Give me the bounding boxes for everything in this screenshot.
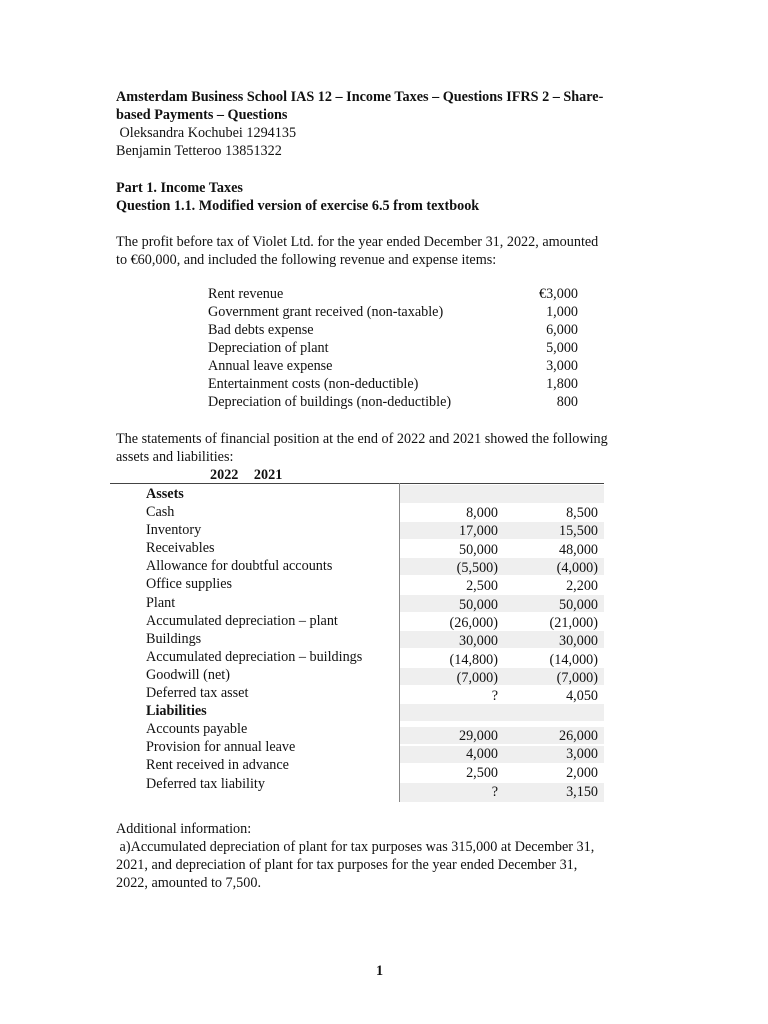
cell-2021: 2,200 — [566, 578, 598, 594]
cell-2021: (4,000) — [556, 560, 598, 576]
item-label: Government grant received (non-taxable) — [208, 304, 444, 320]
liabilities-heading: Liabilities — [146, 703, 207, 720]
cell-2021: 2,000 — [566, 765, 598, 781]
table-row-label: Accounts payable — [146, 721, 248, 738]
positions-line-2: assets and liabilities: — [116, 449, 234, 465]
section-heading — [116, 179, 676, 215]
cell-2021: (14,000) — [549, 652, 598, 668]
item-label: Depreciation of buildings (non-deductible) — [208, 394, 452, 410]
table-row-label: Deferred tax liability — [146, 775, 265, 792]
list-item — [208, 375, 578, 393]
item-label: Bad debts expense — [208, 322, 314, 338]
document-header — [116, 88, 656, 160]
cell-2022: 30,000 — [458, 633, 498, 649]
item-value: 5,000 — [546, 340, 578, 356]
table-row-label: Accumulated depreciation – plant — [146, 612, 338, 629]
list-item — [208, 339, 578, 357]
table-row-label: Receivables — [146, 540, 215, 557]
cell-2021: (21,000) — [549, 615, 598, 631]
table-row-label: Cash — [146, 504, 175, 521]
table-row-label: Rent received in advance — [146, 757, 289, 774]
item-label: Entertainment costs (non-deductible) — [208, 376, 419, 392]
cell-2021: 48,000 — [558, 542, 598, 558]
item-value: 1,000 — [546, 304, 578, 320]
item-value: 800 — [556, 394, 578, 410]
table-row-label: Buildings — [146, 630, 202, 647]
author-1: Oleksandra Kochubei 1294135 — [116, 125, 297, 141]
additional-heading: Additional information: — [116, 821, 252, 837]
table-band — [400, 704, 604, 721]
table-row-label: Allowance for doubtful accounts — [146, 558, 333, 575]
table-labels — [146, 485, 362, 793]
cell-2021: 3,000 — [566, 746, 598, 762]
item-value: 1,800 — [546, 376, 578, 392]
cell-2021: 30,000 — [558, 633, 598, 649]
cell-2022: ? — [491, 784, 498, 800]
cell-2021: 15,500 — [558, 523, 598, 539]
cell-2022: 4,000 — [466, 746, 498, 762]
page-number: 1 — [376, 963, 384, 979]
table-row-label: Inventory — [146, 522, 202, 539]
cell-2021: 8,500 — [566, 505, 598, 521]
author-2: Benjamin Tetteroo 13851322 — [116, 143, 282, 159]
table-row-label: Deferred tax asset — [146, 685, 249, 702]
cell-2022: 2,500 — [466, 578, 498, 594]
header-title-line2: based Payments – Questions — [116, 107, 288, 123]
positions-line-1: The statements of financial position at the end of 2022 and 2021 showed the following — [116, 431, 608, 447]
table-row-label: Accumulated depreciation – buildings — [146, 648, 363, 665]
revenue-expense-list — [208, 285, 578, 411]
cell-2022: ? — [491, 688, 498, 704]
year-2021-label: 2021 — [253, 467, 283, 483]
cell-2022: (7,000) — [456, 670, 498, 686]
additional-line-3: 2022, amounted to 7,500. — [116, 875, 262, 891]
table-top-rule — [110, 483, 604, 484]
positions-paragraph — [116, 430, 661, 466]
additional-information — [116, 820, 676, 892]
list-item — [208, 357, 578, 375]
intro-line-1: The profit before tax of Violet Ltd. for the year ended December 31, 2022, amounted — [116, 234, 599, 250]
cell-2021: (7,000) — [556, 670, 598, 686]
cell-2021: 50,000 — [558, 597, 598, 613]
cell-2021: 26,000 — [558, 728, 598, 744]
list-item — [208, 285, 578, 303]
cell-2022: 8,000 — [466, 505, 498, 521]
table-row-label: Office supplies — [146, 576, 233, 593]
cell-2022: (14,800) — [449, 652, 498, 668]
balance-sheet-table — [110, 483, 604, 803]
cell-2022: (26,000) — [449, 615, 498, 631]
table-column-rule — [399, 483, 400, 802]
item-label: Depreciation of plant — [208, 340, 329, 356]
item-value: 3,000 — [546, 358, 578, 374]
cell-2022: 50,000 — [458, 597, 498, 613]
table-row-label: Goodwill (net) — [146, 666, 230, 683]
additional-line-2: 2021, and depreciation of plant for tax purposes for the year ended December 31, — [116, 857, 578, 873]
list-item — [208, 393, 578, 411]
item-label: Rent revenue — [208, 286, 284, 302]
year-headers — [210, 466, 294, 484]
item-value: €3,000 — [538, 286, 578, 302]
part-title: Part 1. Income Taxes — [116, 180, 243, 196]
cell-2022: 50,000 — [458, 542, 498, 558]
table-row-label: Plant — [146, 594, 176, 611]
table-row-label: Provision for annual leave — [146, 739, 296, 756]
cell-2021: 3,150 — [566, 784, 598, 800]
intro-line-2: to €60,000, and included the following revenue and expense items: — [116, 252, 497, 268]
list-item — [208, 321, 578, 339]
cell-2022: 17,000 — [458, 523, 498, 539]
question-title: Question 1.1. Modified version of exercise 6.5 from textbook — [116, 198, 480, 214]
cell-2021: 4,050 — [566, 688, 598, 704]
intro-paragraph — [116, 233, 661, 269]
list-item — [208, 303, 578, 321]
assets-heading: Assets — [146, 486, 184, 502]
year-2022-label: 2022 — [210, 467, 239, 483]
cell-2022: (5,500) — [456, 560, 498, 576]
table-band — [400, 485, 604, 503]
additional-line-1: a)Accumulated depreciation of plant for tax purposes was 315,000 at December 31, — [116, 839, 595, 855]
item-value: 6,000 — [546, 322, 578, 338]
cell-2022: 29,000 — [458, 728, 498, 744]
cell-2022: 2,500 — [466, 765, 498, 781]
item-label: Annual leave expense — [208, 358, 333, 374]
header-title-line1: Amsterdam Business School IAS 12 – Income Taxes – Questions IFRS 2 – Share- — [116, 89, 604, 105]
